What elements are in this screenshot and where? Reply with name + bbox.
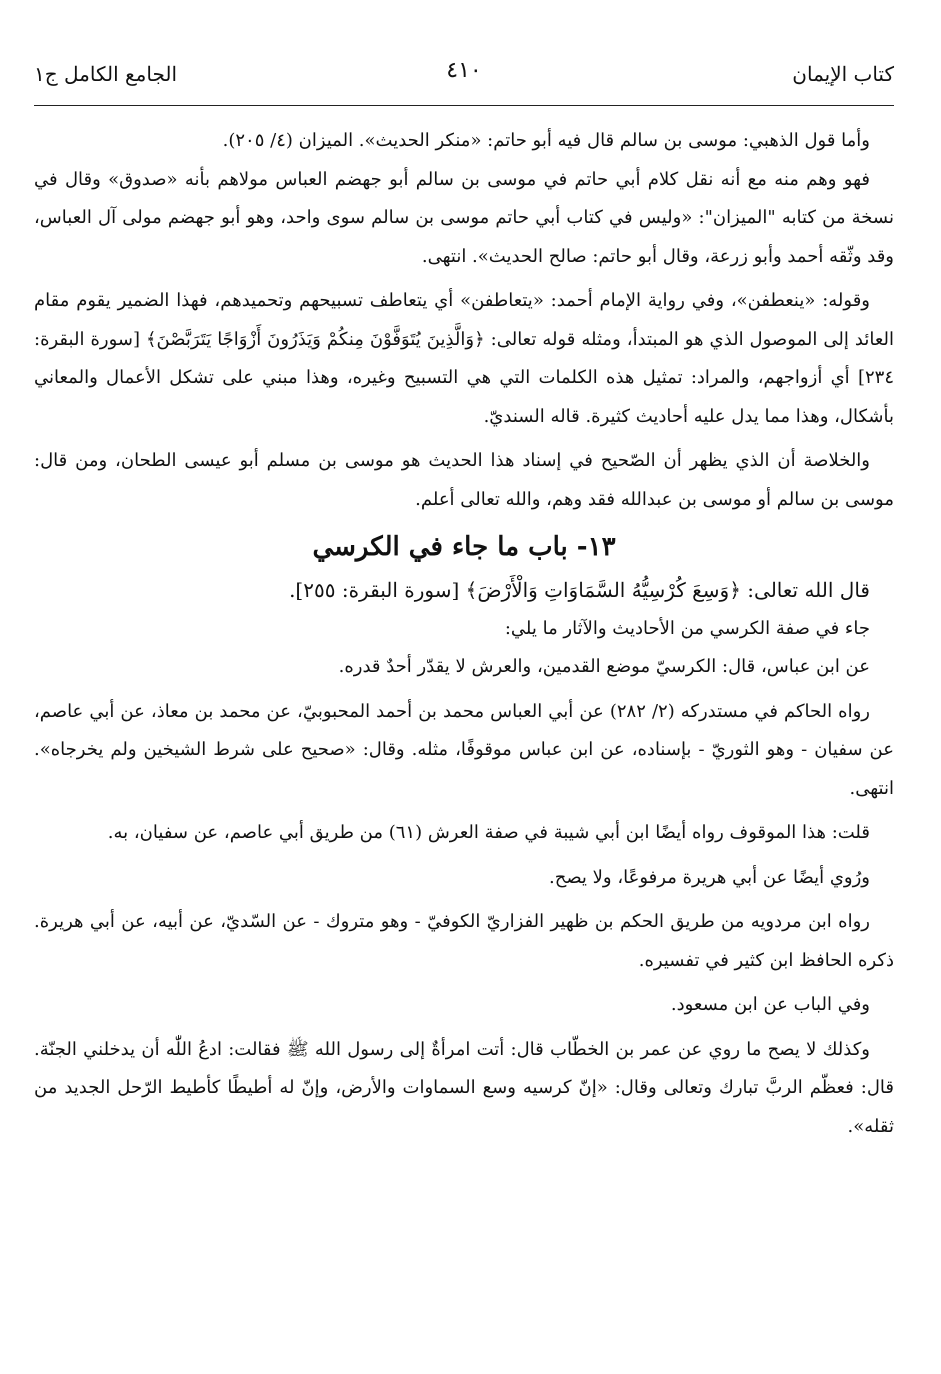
header-rule — [34, 105, 894, 106]
paragraph: ورُوي أيضًا عن أبي هريرة مرفوعًا، ولا يصح. — [548, 866, 870, 888]
chapter-title: ١٣- باب ما جاء في الكرسي — [312, 532, 616, 562]
paragraph: وقوله: «ينعطفن»، وفي رواية الإمام أحمد: «يتعاطفن» أي يتعاطف تسبيحهم وتحميدهم، فهذا الضمير يقوم مقام العائد إلى الموصول الذي هو المبتدأ، ومثله قوله تعالى: ﴿وَالَّذِينَ يُتَوَفَّوْنَ مِنكُمْ وَيَذَرُونَ أَزْوَاجًا يَتَرَبَّصْنَ﴾ [سورة البقرة: ٢٣٤] أي أزواجهم، والمراد: تمثيل هذه الكلمات التي هي التسبيح وغيره، وهذا مبني على تشكل الأعمال والمعاني بأشكال، وهذا مما يدل عليه أحاديث كثيرة. قاله السنديّ. — [34, 290, 894, 427]
quran-verse: قال الله تعالى: ﴿وَسِعَ كُرْسِيُّهُ السَّمَاوَاتِ وَالْأَرْضَ﴾ [سورة البقرة: ٢٥٥]. — [289, 578, 870, 602]
paragraph: وفي الباب عن ابن مسعود. — [670, 994, 870, 1015]
page-number: ٤١٠ — [446, 58, 482, 83]
page-body — [34, 122, 894, 1146]
book-title: كتاب الإيمان — [792, 62, 894, 86]
paragraph: جاء في صفة الكرسي من الأحاديث والآثار ما يلي: — [504, 617, 870, 639]
paragraph: والخلاصة أن الذي يظهر أن الصّحيح في إسناد هذا الحديث هو موسى بن مسلم أبو عيسى الطحان، ومن قال: موسى بن سالم أو موسى بن عبدالله فقد وهم، والله تعالى أعلم. — [34, 450, 894, 510]
paragraph: عن ابن عباس، قال: الكرسيّ موضع القدمين، والعرش لا يقدّر أحدٌ قدره. — [338, 656, 870, 677]
paragraph: رواه الحاكم في مستدركه (٢/ ٢٨٢) عن أبي العباس محمد بن أحمد المحبوبيّ، عن محمد بن معاذ، عن أبي عاصم، عن سفيان - وهو الثوريّ - بإسناده، عن ابن عباس موقوفًا، مثله. وقال: «صحيح على شرط الشيخين ولم يخرجاه». انتهى. — [34, 700, 894, 799]
paragraph: وكذلك لا يصح ما روي عن عمر بن الخطّاب قال: أتت امرأةٌ إلى رسول الله ﷺ فقالت: ادعُ اللّٰه أن يدخلني الجنّة. قال: فعظّم الربَّ تبارك وتعالى وقال: «إنّ كرسيه وسع السماوات والأرض، وإنّ له أطيطًا كأطيط الرّحل الجديد من ثقله». — [34, 1038, 894, 1137]
paragraph: وأما قول الذهبي: موسى بن سالم قال فيه أبو حاتم: «منكر الحديث». الميزان (٤/ ٢٠٥). — [222, 130, 870, 151]
paragraph: قلت: هذا الموقوف رواه أيضًا ابن أبي شيبة في صفة العرش (٦١) من طريق أبي عاصم، عن سفيان، به. — [107, 822, 870, 843]
paragraph: فهو وهم منه مع أنه نقل كلام أبي حاتم في موسى بن سالم أبو جهضم العباس مولاهم بأنه «صدوق» وقال في نسخة من كتابه "الميزان": «وليس في كتاب أبي حاتم موسى بن سالم سوى واحد، وهو أبو جهضم مولى آل العباس، وقد وثّقه أحمد وأبو زرعة، وقال أبو حاتم: صالح الحديث». انتهى. — [34, 168, 894, 267]
page-header — [34, 58, 894, 98]
volume-title: الجامع الكامل ج١ — [34, 62, 178, 86]
paragraph: رواه ابن مردويه من طريق الحكم بن ظهير الفزاريّ الكوفيّ - وهو متروك - عن السّديّ، عن أبيه، عن أبي هريرة. ذكره الحافظ ابن كثير في تفسيره. — [34, 911, 894, 971]
